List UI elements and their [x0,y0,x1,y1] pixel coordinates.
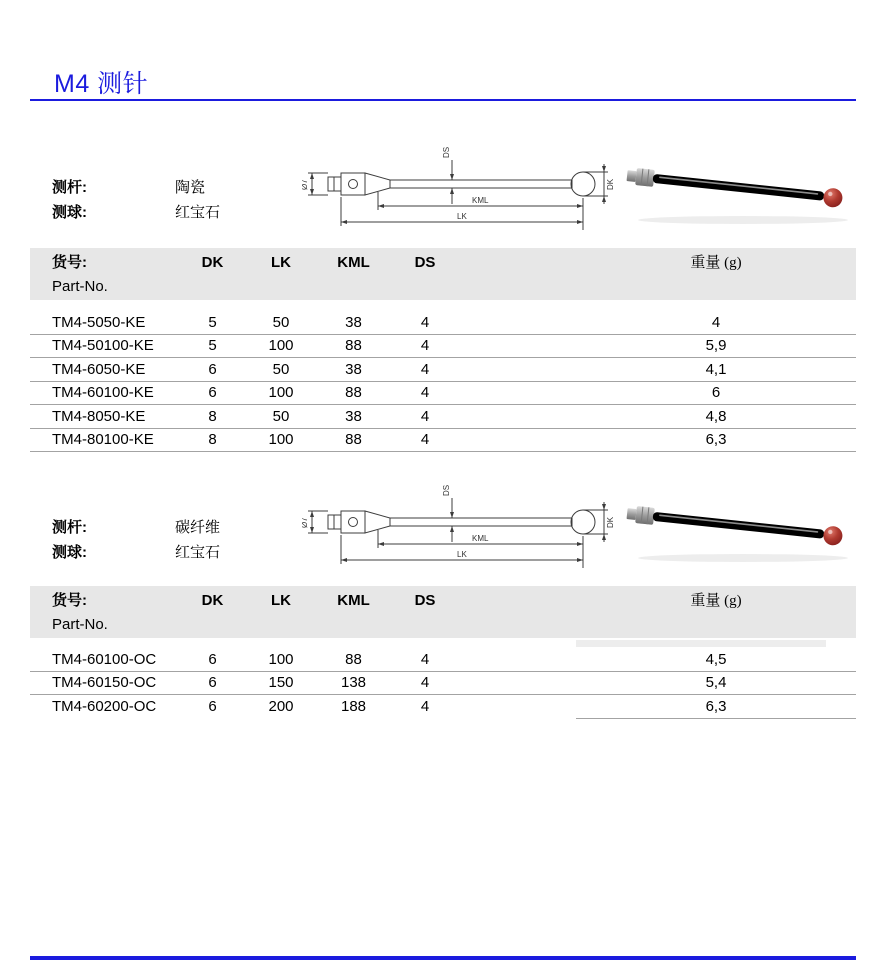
table-row [30,334,856,357]
col-header-lk: LK [271,254,291,271]
col-header-weight: 重量 (g) [690,593,742,609]
col-header-part-no [30,590,180,638]
table-row [30,311,856,334]
cell-weight: 6,3 [576,695,856,719]
cell-ds: 4 [390,428,460,452]
cell-spacer [460,648,576,672]
spec-label-rod: 测杆: [52,519,87,536]
cell-weight: 5,9 [576,334,856,358]
cell-kml: 88 [317,334,390,358]
cell-kml: 138 [317,671,390,695]
cell-lk: 150 [245,671,317,695]
cell-ds: 4 [390,648,460,672]
cell-spacer [460,334,576,358]
cell-spacer [460,381,576,405]
spec-value-rod: 陶瓷 [175,180,206,196]
col-header-ds: DS [414,592,436,609]
cell-spacer [460,405,576,429]
col-header-dk: DK [201,592,224,609]
cell-dk: 6 [180,648,245,672]
col-header-weight: 重量 (g) [690,255,742,271]
cell-lk: 100 [245,648,317,672]
cell-lk: 50 [245,405,317,429]
table-row [30,648,856,671]
cell-weight: 4,1 [576,358,856,382]
cell-ds: 4 [390,671,460,695]
table-row [30,358,856,381]
cell-part-no: TM4-5050-KE [30,311,180,335]
cell-dk: 5 [180,311,245,335]
cell-kml: 38 [317,358,390,382]
col-header-ds: DS [414,254,436,271]
cell-part-no: TM4-60100-OC [30,648,180,672]
cell-part-no: TM4-60200-OC [52,697,157,715]
weight-column-shade [576,640,826,647]
cell-part-no: TM4-60150-OC [30,671,180,695]
title-underline [30,99,856,101]
cell-lk: 200 [268,697,294,715]
spec-label-rod: 测杆: [52,179,87,196]
table-1-header [30,248,856,300]
cell-weight: 4 [576,311,856,335]
cell-weight: 6,3 [576,428,856,452]
cell-kml: 88 [317,428,390,452]
cell-dk: 6 [208,697,217,715]
cell-spacer [460,311,576,335]
table-row [30,671,856,694]
cell-spacer [460,358,576,382]
cell-ds: 4 [390,381,460,405]
col-header-kml: KML [337,592,370,609]
col-header-part-cn: 货号: [52,254,87,271]
cell-ds: 4 [390,334,460,358]
table-1-body [30,311,856,451]
cell-weight: 5,4 [576,671,856,695]
table-row [30,428,856,451]
cell-lk: 100 [245,381,317,405]
cell-ds: 4 [390,311,460,335]
spec-row-ball-2 [52,541,220,563]
cell-part-no: TM4-60100-KE [30,381,180,405]
cell-lk: 50 [245,311,317,335]
table-2-header [30,586,856,638]
cell-dk: 6 [180,358,245,382]
cell-dk: 6 [180,381,245,405]
spec-label-ball: 测球: [52,204,87,221]
ceramic-stylus-photo [618,152,863,232]
spec-value-rod: 碳纤维 [175,520,221,536]
col-header-lk: LK [271,592,291,609]
stylus-diagram-1 [302,142,614,234]
cell-ds: 4 [390,405,460,429]
col-header-dk: DK [201,254,224,271]
spec-row-rod-2 [52,516,220,538]
col-header-kml: KML [337,254,370,271]
cell-ds: 4 [390,358,460,382]
col-header-part-cn: 货号: [52,592,87,609]
cell-kml: 88 [317,648,390,672]
cell-kml: 38 [317,311,390,335]
table-row [30,695,856,718]
cell-ds: 4 [420,697,430,715]
spec-value-ball: 红宝石 [175,205,221,221]
spec-row-ball-1 [52,201,220,223]
cell-dk: 5 [180,334,245,358]
cell-kml: 38 [317,405,390,429]
cell-lk: 100 [245,334,317,358]
cell-part-no: TM4-8050-KE [30,405,180,429]
table-row [30,405,856,428]
stylus-diagram-2 [302,480,614,572]
cell-weight: 6 [576,381,856,405]
cell-spacer [460,428,576,452]
cell-spacer [460,695,576,719]
col-header-part-en: Part-No. [52,616,108,633]
cell-part-no: TM4-80100-KE [30,428,180,452]
cell-lk: 100 [245,428,317,452]
spec-label-ball: 测球: [52,544,87,561]
cell-weight: 4,5 [576,648,856,672]
cell-dk: 8 [180,405,245,429]
cell-dk: 6 [180,671,245,695]
cell-spacer [460,671,576,695]
spec-value-ball: 红宝石 [175,545,221,561]
col-header-part-en: Part-No. [52,278,108,295]
cell-kml: 188 [340,697,367,715]
cell-part-no: TM4-6050-KE [30,358,180,382]
table-2-body [30,648,856,718]
footer-rule [30,956,856,960]
cell-weight: 4,8 [576,405,856,429]
cell-kml: 88 [317,381,390,405]
table-row [30,381,856,404]
cell-part-no: TM4-50100-KE [30,334,180,358]
carbon-stylus-photo [618,490,863,570]
cell-dk: 8 [180,428,245,452]
page-title: M4 测针 [54,70,149,98]
cell-lk: 50 [245,358,317,382]
spec-row-rod-1 [52,176,205,198]
col-header-part-no [30,252,180,300]
